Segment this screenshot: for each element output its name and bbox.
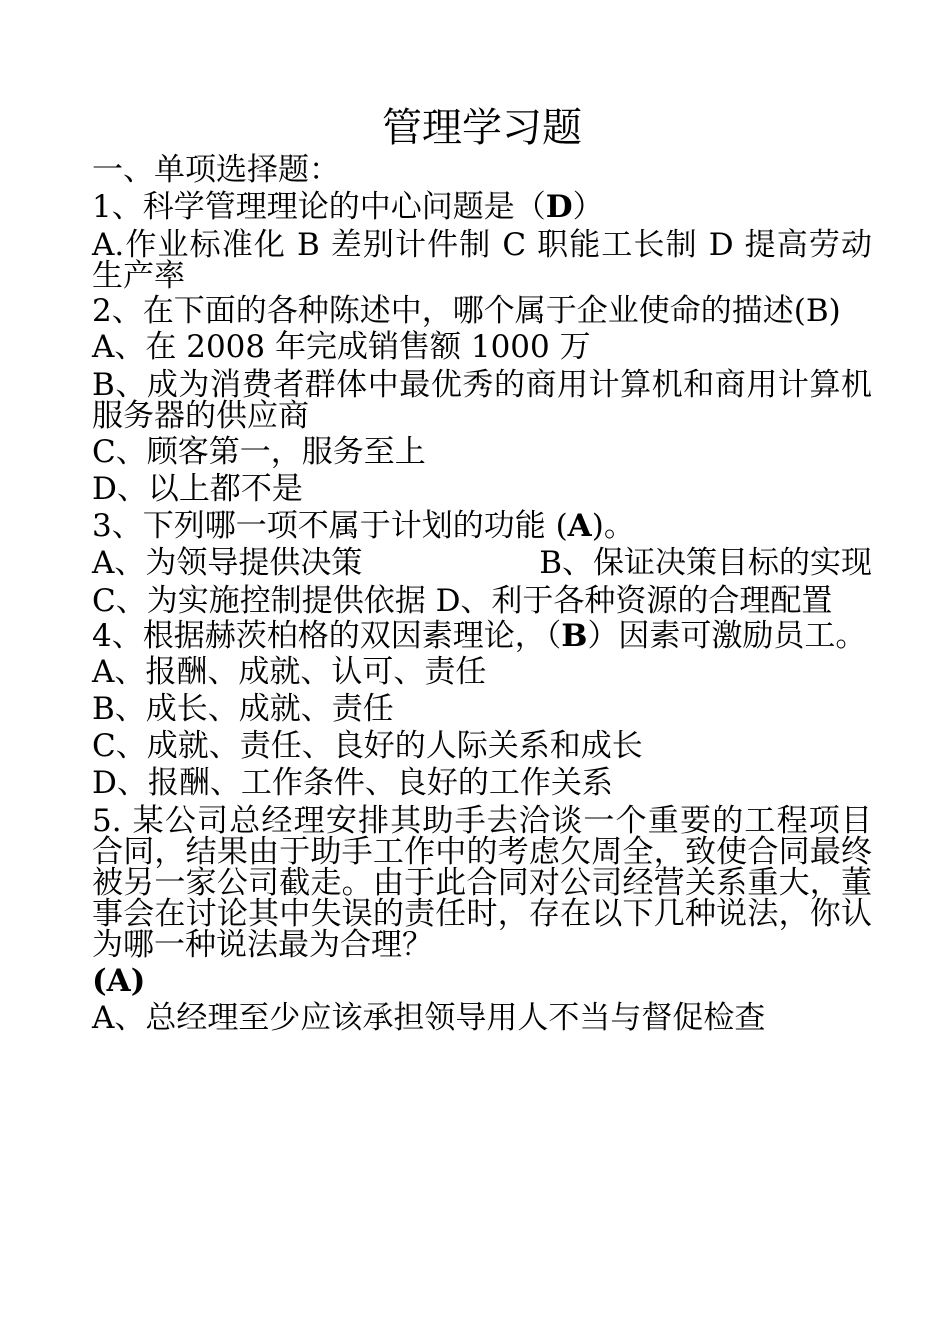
document-title: 管理学习题 (382, 105, 582, 151)
question-1-stem (92, 189, 872, 226)
question-3-option-a: A、为领导提供决策 (92, 545, 363, 581)
question-2-stem: 2、在下面的各种陈述中，哪个属于企业使命的描述(B) (92, 293, 841, 329)
question-4-option-a: A、报酬、成就、认可、责任 (92, 654, 487, 690)
question-3-answer: A (567, 508, 592, 544)
question-2-option-a: A、在 2008 年完成销售额 1000 万 (92, 329, 591, 365)
question-2-option-b: B、成为消费者群体中最优秀的商用计算机和商用计算机服务器的供应商 (92, 367, 872, 434)
question-5-stem: 5. 某公司总经理安排其助手去洽谈一个重要的工程项目合同，结果由于助手工作中的考虑欠周全，致使合同最终被另一家公司截走。由于此合同对公司经营关系重大，董事会在讨论其中失误的责任时，存在以下几种说法，你认为哪一种说法最为合理？ (92, 803, 872, 963)
question-2-option-c: C、顾客第一，服务至上 (92, 434, 426, 470)
question-3-stem-close: )。 (591, 508, 635, 544)
question-4-answer: B (561, 618, 588, 654)
question-3-option-b: B、保证决策目标的实现 (539, 545, 872, 581)
question-5-answer: (A) (92, 963, 146, 999)
question-4-stem-text: 4、根据赫茨柏格的双因素理论，（ (92, 618, 562, 654)
question-4-option-d: D、报酬、工作条件、良好的工作关系 (92, 765, 613, 801)
question-4-option-c: C、成就、责任、良好的人际关系和成长 (92, 728, 643, 764)
question-4-option-b: B、成长、成就、责任 (92, 691, 394, 727)
question-2-option-d: D、以上都不是 (92, 471, 303, 507)
question-4-stem (92, 618, 872, 654)
document-page (92, 100, 872, 1037)
question-3-options-cd: C、为实施控制提供依据 D、利于各种资源的合理配置 (92, 583, 833, 619)
question-3-options-ab (92, 545, 872, 582)
question-5-option-a: A、总经理至少应该承担领导用人不当与督促检查 (92, 1000, 766, 1036)
question-3-stem-text: 3、下列哪一项不属于计划的功能 ( (92, 508, 568, 544)
section-heading: 一、单项选择题： (92, 152, 340, 188)
question-1-stem-close: ） (572, 189, 604, 225)
question-1-answer: D (545, 189, 573, 225)
question-1-options: A.作业标准化 B 差别计件制 C 职能工长制 D 提高劳动生产率 (92, 227, 872, 294)
question-3-stem (92, 508, 872, 545)
question-1-stem-text: 1、科学管理理论的中心问题是（ (92, 189, 546, 225)
question-4-stem-close: ）因素可激励员工。 (587, 618, 867, 654)
